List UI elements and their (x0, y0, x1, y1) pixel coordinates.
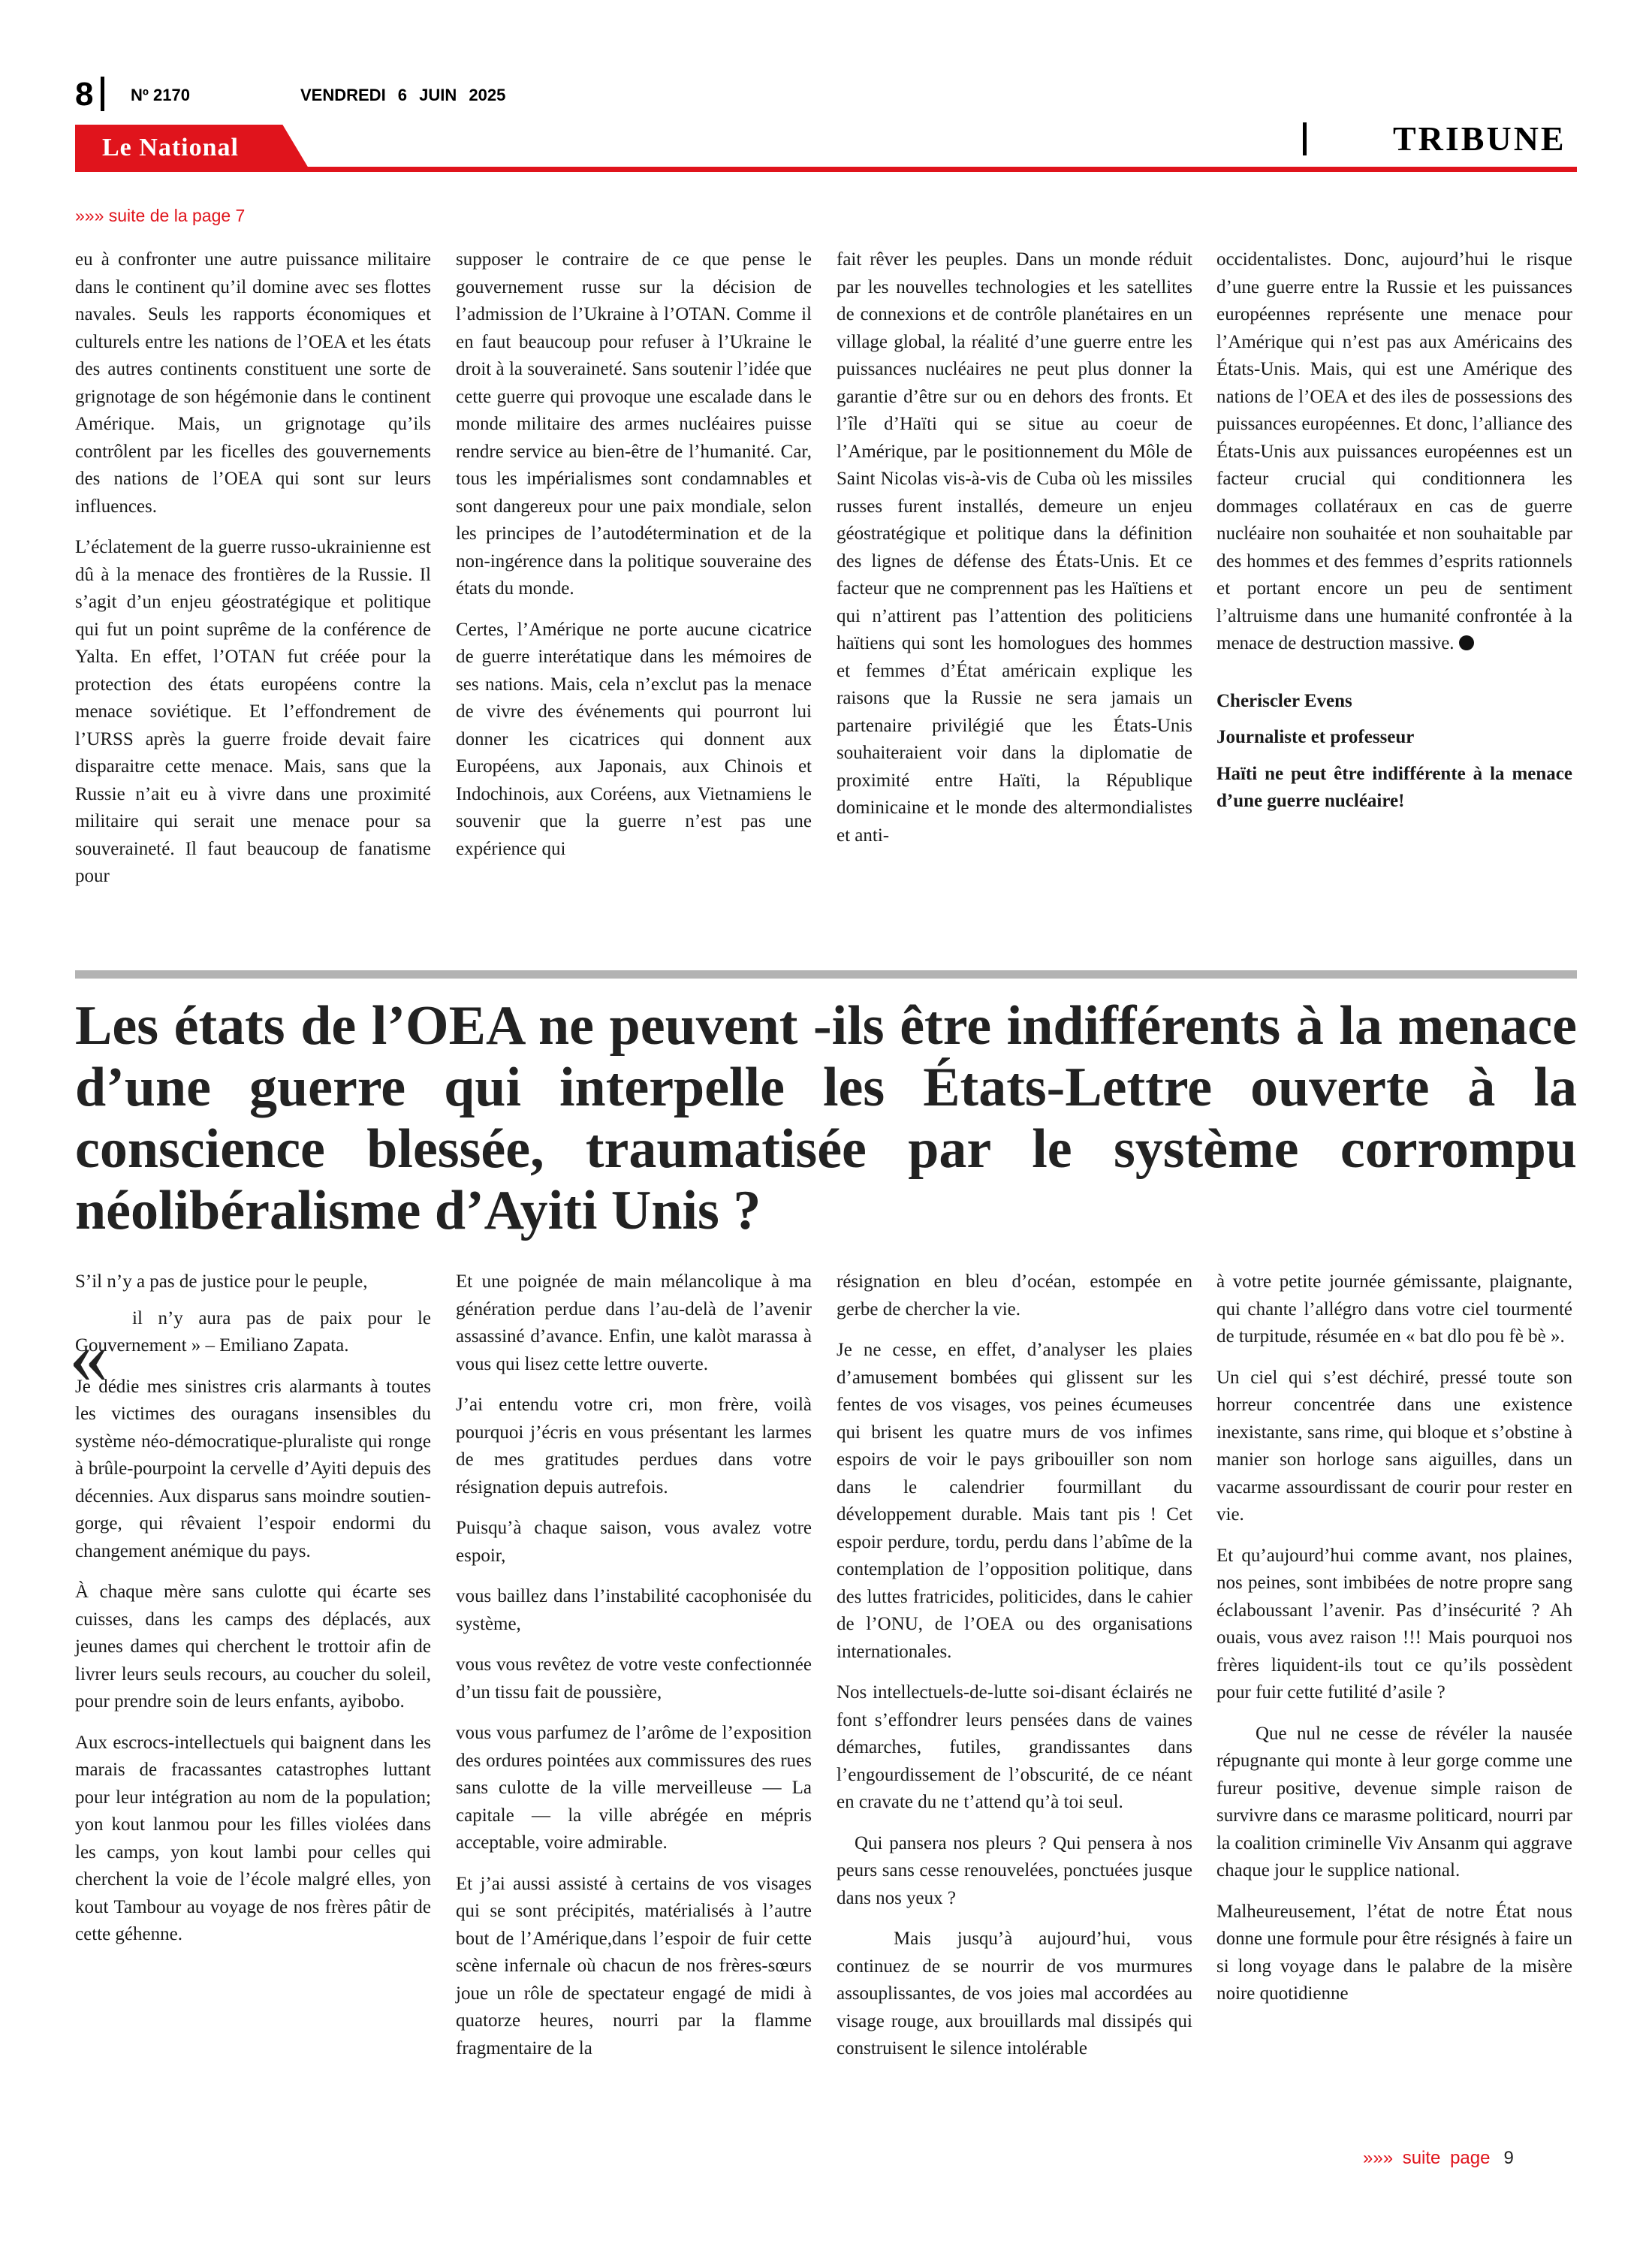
paragraph: Nos intellectuels-de-lutte soi-disant éclairés ne font s’effondrer leurs pensées dans de vaines démarches, futiles, grandissantes dans l’engourdissement de l’obscurité, de ce néant en cravate du ne t’attend qu’à toi seul. (837, 1682, 1192, 1812)
author-name: Cheriscler Evens (1216, 690, 1352, 711)
paragraph: Que nul ne cesse de révéler la nausée répugnante qui monte à leur gorge comme une fureur positive, devenue simple raison de survivre dans ce marasme politicard, nourri par la coalition criminelle Viv Ansanm qui aggrave chaque jour le supplice national. (1216, 1723, 1572, 1881)
paragraph: vous vous parfumez de l’arôme de l’exposition des ordures pointées aux commissures des rues sans culotte de la ville merveilleuse — La capitale — la ville abrégée en mépris acceptable, voire admirable. (456, 1723, 812, 1853)
masthead-label: Le National (102, 134, 239, 161)
paragraph: résignation en bleu d’océan, estompée en gerbe de chercher la vie. (837, 1271, 1192, 1320)
section-separator (1303, 122, 1307, 155)
paragraph: vous baillez dans l’instabilité cacophonisée du système, (456, 1586, 812, 1634)
paragraph: Un ciel qui s’est déchiré, pressé toute son horreur concentrée dans une existence inexistante, sans rime, qui bloque et s’obstine à manier son horloge sans aiguilles, dans un vacarme assourdissant de courir pour rester en vie. (1216, 1367, 1572, 1525)
header-rule (75, 167, 1577, 172)
article2-column-1 (75, 1268, 431, 1949)
paragraph: Je ne cesse, en effet, d’analyser les plaies d’amusement bombées qui glissent sur les fentes de vos visages, vos peines écumeuses qui brisent les quatre murs de vos infimes espoirs de voir le pays gribouiller son nom dans le calendrier fourmillant du développement durable. Mais tant pis ! Cet espoir perdure, tordu, perdu dans l’abîme de la contemplation de l’opposition politique, dans des luttes fratricides, politicides, dans le cahier de l’ONU, de l’OEA ou des organisations internationales. (837, 1340, 1192, 1662)
epigraph-line-1: S’il n’y a pas de justice pour le peuple, (75, 1271, 368, 1292)
paragraph: fait rêver les peuples. Dans un monde réduit par les nouvelles technologies et les satellites de connexions et de contrôle planétaires en un village global, la réalité d’une guerre entre les puissances nucléaires ne peut plus donner la garantie d’être sur ou en dehors des fronts. Et l’île d’Haïti qui se situe au coeur de l’Amérique, par le positionnement du Môle de Saint Nicolas vis-à-vis de Cuba où les missiles russes furent installés, demeure un enjeu géostratégique et politique dans la définition des lignes de défense des États-Unis. Et ce facteur que ne comprennent pas les Haïtiens et qui n’attirent pas l’attention des politiciens haïtiens qui sont les homologues des hommes et femmes d’État américain explique les raisons que la Russie ne sera jamais un partenaire privilégié que les États-Unis souhaiteraient voir dans la diplomatie de proximité entre Haïti, la République dominicaine et le monde des altermondialistes et anti- (837, 249, 1192, 846)
section-divider (75, 970, 1577, 979)
article2-column-3 (837, 1268, 1192, 2063)
continued-to-label: »»» suite page (1363, 2148, 1491, 2168)
paragraph: L’éclatement de la guerre russo-ukrainienne est dû à la menace des frontières de la Russie. Il s’agit d’un enjeu géostratégique et politique qui fut un point suprême de la conférence de Yalta. En effet, l’OTAN fut créée pour la protection des états européens contre la menace soviétique. Et l’effondrement de l’URSS après la guerre froide devait faire disparaitre cette menace. Mais, sans que la Russie n’ait eu à vivre dans une proximité militaire qui serait une menace pour sa souveraineté. Il faut beaucoup de fanatisme pour (75, 537, 431, 886)
paragraph: Malheureusement, l’état de notre État nous donne une formule pour être résignés à faire un si long voyage dans le palabre de la misère noire quotidienne (1216, 1901, 1572, 2004)
paragraph: supposer le contraire de ce que pense le gouvernement russe sur la décision de l’admission de l’Ukraine à l’OTAN. Comme il en faut beaucoup pour refuser à l’Ukraine le droit à la souveraineté. Sans soutenir l’idée que cette guerre qui provoque une escalade dans le monde militaire des armes nucléaires puisse rendre service au bien-être de l’humanité. Car, tous les impérialismes sont condamnables et sont dangereux pour une paix mondiale, selon les principes de l’autodétermination et de la non-ingérence dans la politique souveraine des états du monde. (456, 249, 812, 599)
paragraph: À chaque mère sans culotte qui écarte ses cuisses, dans les camps des déplacés, aux jeunes dames qui cherchent le trottoir afin de livrer leurs seuls recours, au coucher du soleil, pour prendre soin de leurs enfants, ayibobo. (75, 1582, 431, 1712)
article1-column-2 (456, 246, 812, 863)
paragraph: Mais jusqu’à aujourd’hui, vous continuez de se nourrir de vos murmures assouplissantes, de vos joies mal accordées au visage rouge, aux brouillards mal dissipés qui construisent le silence intolérable (837, 1929, 1192, 2058)
article1-column-1 (75, 246, 431, 891)
continued-to-page: 9 (1503, 2148, 1514, 2168)
paragraph: Certes, l’Amérique ne porte aucune cicatrice de guerre interétatique dans les mémoires de ses nations. Mais, cela n’exclut pas la menace de vivre des événements qui pourront lui donner les cicatrices qui donnent aux Européens, aux Japonais, aux Chinois et Indochinois, aux Coréens, aux Vietnamiens le souvenir que la guerre n’est pas une expérience qui (456, 619, 812, 859)
continued-from-link[interactable]: »»» suite de la page 7 (75, 206, 246, 225)
header-separator (101, 77, 104, 111)
publication-date: VENDREDI 6 JUIN 2025 (300, 86, 506, 104)
paragraph (1216, 246, 1572, 658)
paragraph: Et j’ai aussi assisté à certains de vos visages qui se sont précipités, matérialisés à l’autre bout de l’Amérique,dans l’espoir de fuir cette scène infernale où chacun de nos frères-sœurs joue un rôle de spectateur engagé de midi à quatorze heures, nourri par la flamme fragmentaire de la (456, 1873, 812, 2058)
section-title: TRIBUNE (1393, 119, 1566, 158)
page-number: 8 (75, 76, 94, 113)
paragraph: vous vous revêtez de votre veste confectionnée d’un tissu fait de poussière, (456, 1654, 812, 1703)
headline: Les états de l’OEA ne peuvent -ils être indifférents à la menace d’une guerre qui interpelle les États-Lettre ouverte à la conscience blessée, traumatisée par le système corrompu néolibéralisme d’Ayiti Unis ? (75, 995, 1577, 1241)
article-title-reference: Haïti ne peut être indifférente à la menace d’une guerre nucléaire! (1216, 763, 1572, 811)
quote-mark-icon: « (69, 1313, 108, 1400)
author-title: Journaliste et professeur (1216, 727, 1415, 747)
article1-column-4 (1216, 246, 1572, 816)
article2-column-2 (456, 1268, 812, 2062)
paragraph: Puisqu’à chaque saison, vous avalez votre espoir, (456, 1518, 812, 1566)
article1-column-3 (837, 246, 1192, 849)
paragraph-text: occidentalistes. Donc, aujourd’hui le risque d’une guerre entre la Russie et les puissances européennes représente une menace pour l’Amérique qui n’est pas aux Américains des États-Unis. Mais, qui est une Amérique des nations de l’OEA et des iles de possessions des puissances européennes. Et donc, l’alliance des États-Unis aux puissances européennes est un facteur crucial qui conditionnera les dommages collatéraux en cas de guerre nucléaire non souhaitée et non souhaitable par des hommes et des femmes d’esprits rationnels et portant encore un peu de sentiment l’altruisme dans une humanité confrontée à la menace de destruction massive. (1216, 249, 1572, 653)
paragraph: Aux escrocs-intellectuels qui baignent dans les marais de fracassantes catastrophes luttant pour leur intégration au nom de la population; yon kout lanmou pour les filles violées dans les camps, yon kout lambi pour celles qui cherchent la voie de l’école malgré elles, yon kout Tambour au voyage de nos frères pâtir de cette géhenne. (75, 1732, 431, 1944)
epigraph-line-2: il n’y aura pas de paix pour le Gouvernement » – Emiliano Zapata. (75, 1307, 431, 1356)
paragraph: Et qu’aujourd’hui comme avant, nos plaines, nos peines, sont imbibées de notre propre sang éclaboussant l’avenir. Pas d’insécurité ? Ah ouais, vous avez raison !!! Mais pourquoi nos frères liquident-ils tout ce qu’ils possèdent pour fuir cette futilité d’asile ? (1216, 1545, 1572, 1703)
paragraph: à votre petite journée gémissante, plaignante, qui chante l’allégro dans votre ciel tourmenté de turpitude, résumée en « bat dlo pou fè bè ». (1216, 1271, 1572, 1347)
paragraph: Qui pansera nos pleurs ? Qui pensera à nos peurs sans cesse renouvelées, ponctuées jusque dans nos yeux ? (837, 1832, 1192, 1908)
paragraph: J’ai entendu votre cri, mon frère, voilà pourquoi j’écris en vous présentant les larmes de mes gratitudes perdues dans votre résignation depuis autrefois. (456, 1395, 812, 1497)
continued-to-link[interactable] (1363, 2148, 1514, 2169)
paragraph: eu à confronter une autre puissance militaire dans le continent qu’il domine avec ses flottes navales. Seuls les rapports économiques et culturels entre les nations de l’OEA et les états des autres continents constituent une sorte de grignotage de son hégémonie dans le continent Amérique. Mais, un grignotage qu’ils contrôlent par les ficelles des gouvernements des nations de l’OEA qui sont sur leurs influences. (75, 249, 431, 517)
issue-number: Nº 2170 (131, 86, 190, 104)
paragraph: Et une poignée de main mélancolique à ma génération perdue dans l’au-delà de l’avenir assassiné d’avance. Enfin, une kalòt marassa à vous qui lisez cette lettre ouverte. (456, 1271, 812, 1374)
paragraph: Je dédie mes sinistres cris alarmants à toutes les victimes des ouragans insensibles du système néo-démocratique-pluraliste qui ronge à brûle-pourpoint la cervelle d’Ayiti depuis des décennies. Aux disparus sans moindre soutien-gorge, qui rêvaient l’espoir endormi du changement anémique du pays. (75, 1376, 431, 1561)
end-of-article-icon (1459, 635, 1474, 650)
article2-column-4 (1216, 1268, 1572, 2008)
